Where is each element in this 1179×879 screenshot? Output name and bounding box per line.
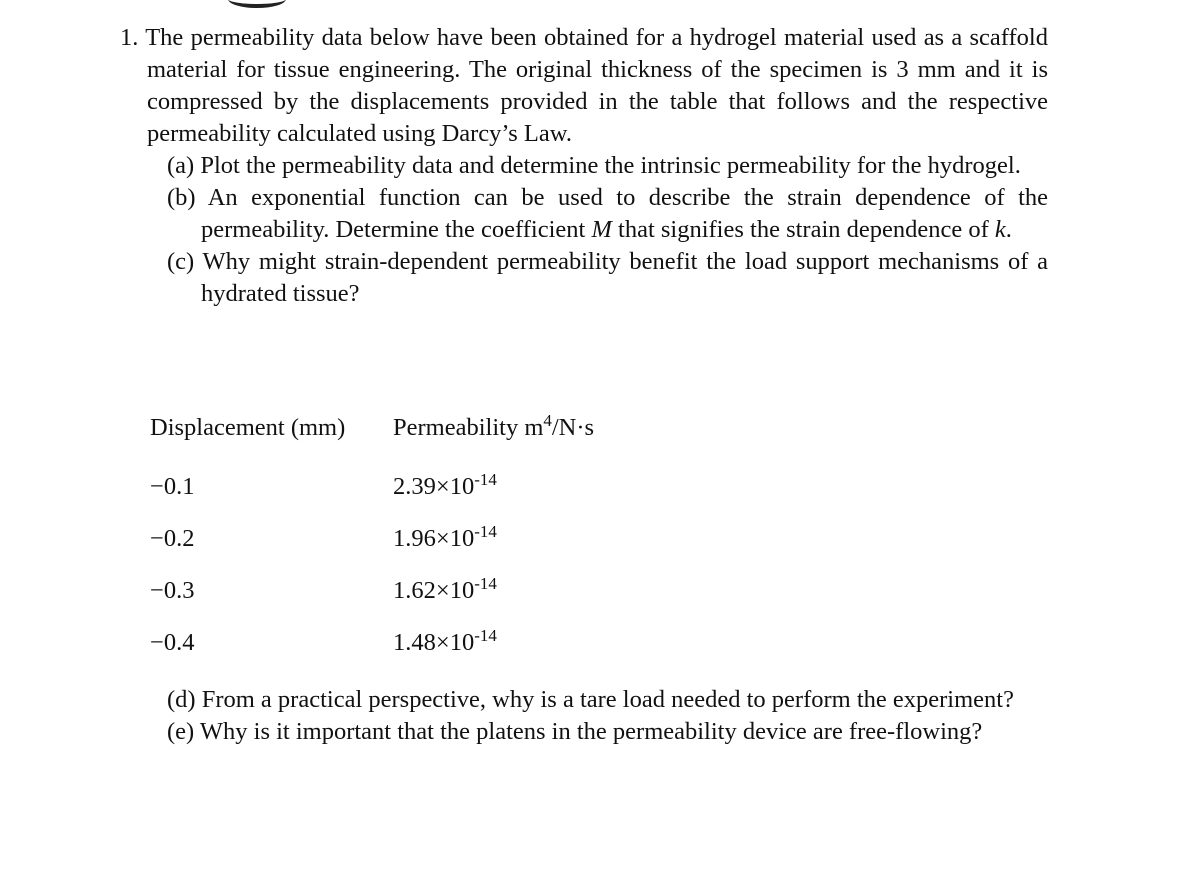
permeability-mantissa: 1.62×10 bbox=[393, 577, 475, 604]
permeability-cell bbox=[393, 522, 693, 553]
table-row bbox=[150, 617, 693, 669]
permeability-mantissa: 1.96×10 bbox=[393, 525, 475, 552]
displacement-cell: −0.1 bbox=[150, 473, 195, 500]
problem-number: 1. bbox=[120, 24, 139, 51]
part-c bbox=[167, 246, 1048, 310]
part-c-text: Why might strain-dependent permeability benefit the load support mechanisms of a hydrated tissue? bbox=[201, 248, 1048, 307]
header-permeability-exponent: 4 bbox=[543, 411, 552, 430]
header-permeability-prefix: Permeability m bbox=[393, 414, 544, 441]
part-e bbox=[167, 716, 1048, 748]
displacement-cell: −0.4 bbox=[150, 629, 195, 656]
part-b-text-middle: that signifies the strain dependence of bbox=[611, 216, 995, 243]
table-row bbox=[150, 513, 693, 565]
table-row bbox=[150, 461, 693, 513]
displacement-cell: −0.2 bbox=[150, 525, 195, 552]
problem-intro bbox=[120, 22, 1048, 150]
header-permeability bbox=[393, 411, 693, 442]
permeability-mantissa: 1.48×10 bbox=[393, 629, 475, 656]
permeability-cell bbox=[393, 574, 693, 605]
part-b-label: (b) bbox=[167, 184, 196, 211]
permeability-exponent: -14 bbox=[474, 522, 497, 541]
problem-text: The permeability data below have been obtained for a hydrogel material used as a scaffold material for tissue engineering. The original thickness of the specimen is 3 mm and it is compressed by the displacements provided in the table that follows and the respective permeability calculated using Darcy’s Law. bbox=[145, 24, 1048, 147]
permeability-cell bbox=[393, 626, 693, 657]
part-b bbox=[167, 182, 1048, 246]
part-d bbox=[167, 684, 1048, 716]
part-a-label: (a) bbox=[167, 152, 195, 179]
part-b-text-after: . bbox=[1005, 216, 1012, 243]
table-body bbox=[150, 461, 693, 669]
permeability-cell bbox=[393, 470, 693, 501]
part-c-label: (c) bbox=[167, 248, 195, 275]
part-e-label: (e) bbox=[167, 718, 195, 745]
permeability-mantissa: 2.39×10 bbox=[393, 473, 475, 500]
variable-m: M bbox=[591, 216, 612, 243]
permeability-exponent: -14 bbox=[474, 574, 497, 593]
permeability-table bbox=[150, 410, 693, 669]
problem-statement bbox=[120, 22, 1048, 310]
part-b-text-before: An exponential function can be used to describe the strain dependence of the permeability. Determine the coefficient bbox=[201, 184, 1048, 243]
part-a-text: Plot the permeability data and determine the intrinsic permeability for the hydrogel. bbox=[200, 152, 1021, 179]
cropped-decoration bbox=[228, 0, 286, 8]
part-d-text: From a practical perspective, why is a tare load needed to perform the experiment? bbox=[201, 686, 1014, 713]
variable-k: k bbox=[994, 216, 1006, 243]
header-displacement: Displacement (mm) bbox=[150, 414, 346, 441]
table-header bbox=[150, 410, 693, 446]
followup-questions bbox=[167, 684, 1048, 748]
part-e-text: Why is it important that the platens in the permeability device are free-flowing? bbox=[199, 718, 983, 745]
header-permeability-suffix: /N·s bbox=[551, 414, 595, 441]
part-a bbox=[167, 150, 1048, 182]
permeability-exponent: -14 bbox=[474, 626, 497, 645]
table-row bbox=[150, 565, 693, 617]
part-d-label: (d) bbox=[167, 686, 196, 713]
permeability-exponent: -14 bbox=[474, 470, 497, 489]
displacement-cell: −0.3 bbox=[150, 577, 195, 604]
